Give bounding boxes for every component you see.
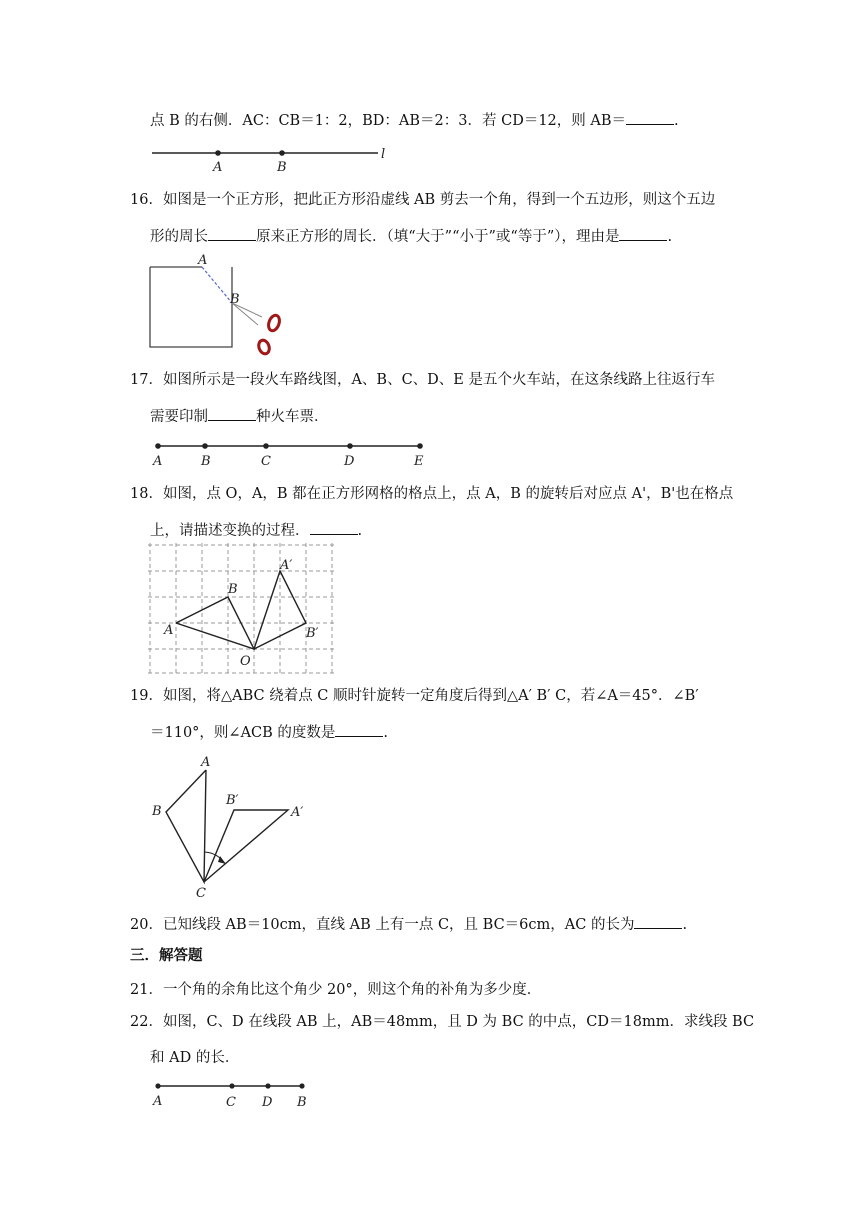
q21-line1-text: 一个角的余角比这个角少 20°，则这个角的补角为多少度． bbox=[162, 982, 542, 998]
q16-line2b: 原来正方形的周长．（填“大于”“小于”或“等于”），理由是 bbox=[256, 229, 620, 245]
q16-label-b: B bbox=[230, 292, 240, 307]
q17-number: 17． bbox=[130, 372, 163, 388]
q15-label-l: l bbox=[381, 147, 386, 162]
q18-label-a: A bbox=[164, 623, 174, 638]
q21-line1 bbox=[130, 980, 541, 1000]
q15-line: 点 B 的右侧．AC：CB＝1：2，BD：AB＝2：3．若 CD＝12，则 AB＝ bbox=[150, 113, 627, 129]
q19-label-c: C bbox=[196, 886, 206, 901]
q19-line2 bbox=[150, 722, 388, 743]
q19-blank bbox=[335, 722, 383, 737]
q17-label-e: E bbox=[414, 454, 424, 469]
q16-line1 bbox=[130, 190, 715, 210]
q15-figure bbox=[150, 145, 390, 177]
q15-end: . bbox=[674, 113, 679, 129]
q18-line1-text: 如图，点 O，A，B 都在正方形网格的格点上，点 A，B 的旋转后对应点 A'，B'也在格点 bbox=[162, 486, 734, 502]
q17-label-b: B bbox=[201, 454, 211, 469]
q20-number: 20． bbox=[130, 917, 163, 933]
q15-label-b: B bbox=[277, 160, 287, 175]
q17-blank bbox=[208, 406, 256, 421]
q18-figure bbox=[148, 543, 338, 678]
q17-figure bbox=[150, 438, 440, 470]
q17-line2a: 需要印制 bbox=[150, 409, 208, 425]
q19-end: . bbox=[383, 725, 389, 741]
q17-line2 bbox=[150, 406, 329, 427]
q22-number: 22． bbox=[130, 1014, 163, 1030]
q18-label-b: B bbox=[228, 582, 238, 597]
q18-label-a-prime: A′ bbox=[280, 558, 293, 573]
q20-end: . bbox=[682, 917, 688, 933]
q22-figure bbox=[150, 1078, 320, 1112]
q22-line1 bbox=[130, 1012, 754, 1032]
q17-label-c: C bbox=[261, 454, 271, 469]
q17-label-d: D bbox=[344, 454, 355, 469]
q18-line1 bbox=[130, 484, 733, 504]
q18-line2a: 上，请描述变换的过程． bbox=[150, 523, 310, 539]
q16-line2a: 形的周长 bbox=[150, 229, 208, 245]
q22-line2: 和 AD 的长． bbox=[150, 1050, 240, 1066]
q19-label-b: B bbox=[152, 804, 162, 819]
q16-blank-2 bbox=[619, 226, 667, 241]
q15-text bbox=[150, 110, 679, 131]
q18-end: . bbox=[357, 523, 363, 539]
q18-label-o: O bbox=[240, 654, 251, 669]
q15-answer-blank bbox=[626, 110, 674, 125]
q18-blank bbox=[310, 520, 358, 535]
q18-line2 bbox=[150, 520, 362, 541]
q19-line1 bbox=[130, 686, 699, 706]
section-3-title: 三．解答题 bbox=[130, 948, 203, 964]
q15-point-b bbox=[279, 150, 285, 156]
scissors-icon bbox=[257, 314, 282, 356]
q16-dashed-cut bbox=[202, 267, 232, 303]
q19-label-b-prime: B′ bbox=[226, 793, 239, 808]
q17-line2b: 种火车票． bbox=[256, 409, 329, 425]
q19-figure bbox=[148, 752, 328, 900]
q16-figure bbox=[146, 255, 296, 360]
q19-line2a: ＝110°，则∠ACB 的度数是 bbox=[150, 725, 336, 741]
q15-point-a bbox=[215, 150, 221, 156]
q19-label-a-prime: A′ bbox=[291, 805, 304, 820]
q16-end: . bbox=[667, 229, 673, 245]
q16-number: 16． bbox=[130, 192, 163, 208]
q20-blank bbox=[634, 914, 682, 929]
q21-number: 21． bbox=[130, 982, 163, 998]
q22-label-b: B bbox=[297, 1095, 307, 1110]
q20-line1-text: 已知线段 AB＝10cm，直线 AB 上有一点 C，且 BC＝6cm，AC 的长为 bbox=[162, 917, 635, 933]
q22-label-c: C bbox=[226, 1095, 236, 1110]
q19-label-a: A bbox=[201, 755, 211, 770]
q15-label-a: A bbox=[213, 160, 223, 175]
q16-line2 bbox=[150, 226, 672, 247]
q16-label-a: A bbox=[198, 253, 208, 268]
q22-line1-text: 如图，C、D 在线段 AB 上，AB＝48mm，且 D 为 BC 的中点，CD＝18mm．求线段 BC bbox=[162, 1014, 755, 1030]
q17-line1 bbox=[130, 370, 715, 390]
q16-blank-1 bbox=[208, 226, 256, 241]
q20-line1 bbox=[130, 914, 687, 935]
q19-number: 19． bbox=[130, 688, 163, 704]
q18-label-b-prime: B′ bbox=[306, 626, 319, 641]
q22-label-a: A bbox=[153, 1094, 163, 1109]
q17-label-a: A bbox=[153, 454, 163, 469]
q22-label-d: D bbox=[262, 1095, 273, 1110]
q16-line1-text: 如图是一个正方形，把此正方形沿虚线 AB 剪去一个角，得到一个五边形，则这个五边 bbox=[162, 192, 716, 208]
q19-line1-text: 如图，将△ABC 绕着点 C 顺时针旋转一定角度后得到△A′ B′ C，若∠A＝45°．∠B′ bbox=[162, 688, 699, 704]
q18-number: 18． bbox=[130, 486, 163, 502]
q17-line1-text: 如图所示是一段火车路线图，A、B、C、D、E 是五个火车站，在这条线路上往返行车 bbox=[162, 372, 715, 388]
